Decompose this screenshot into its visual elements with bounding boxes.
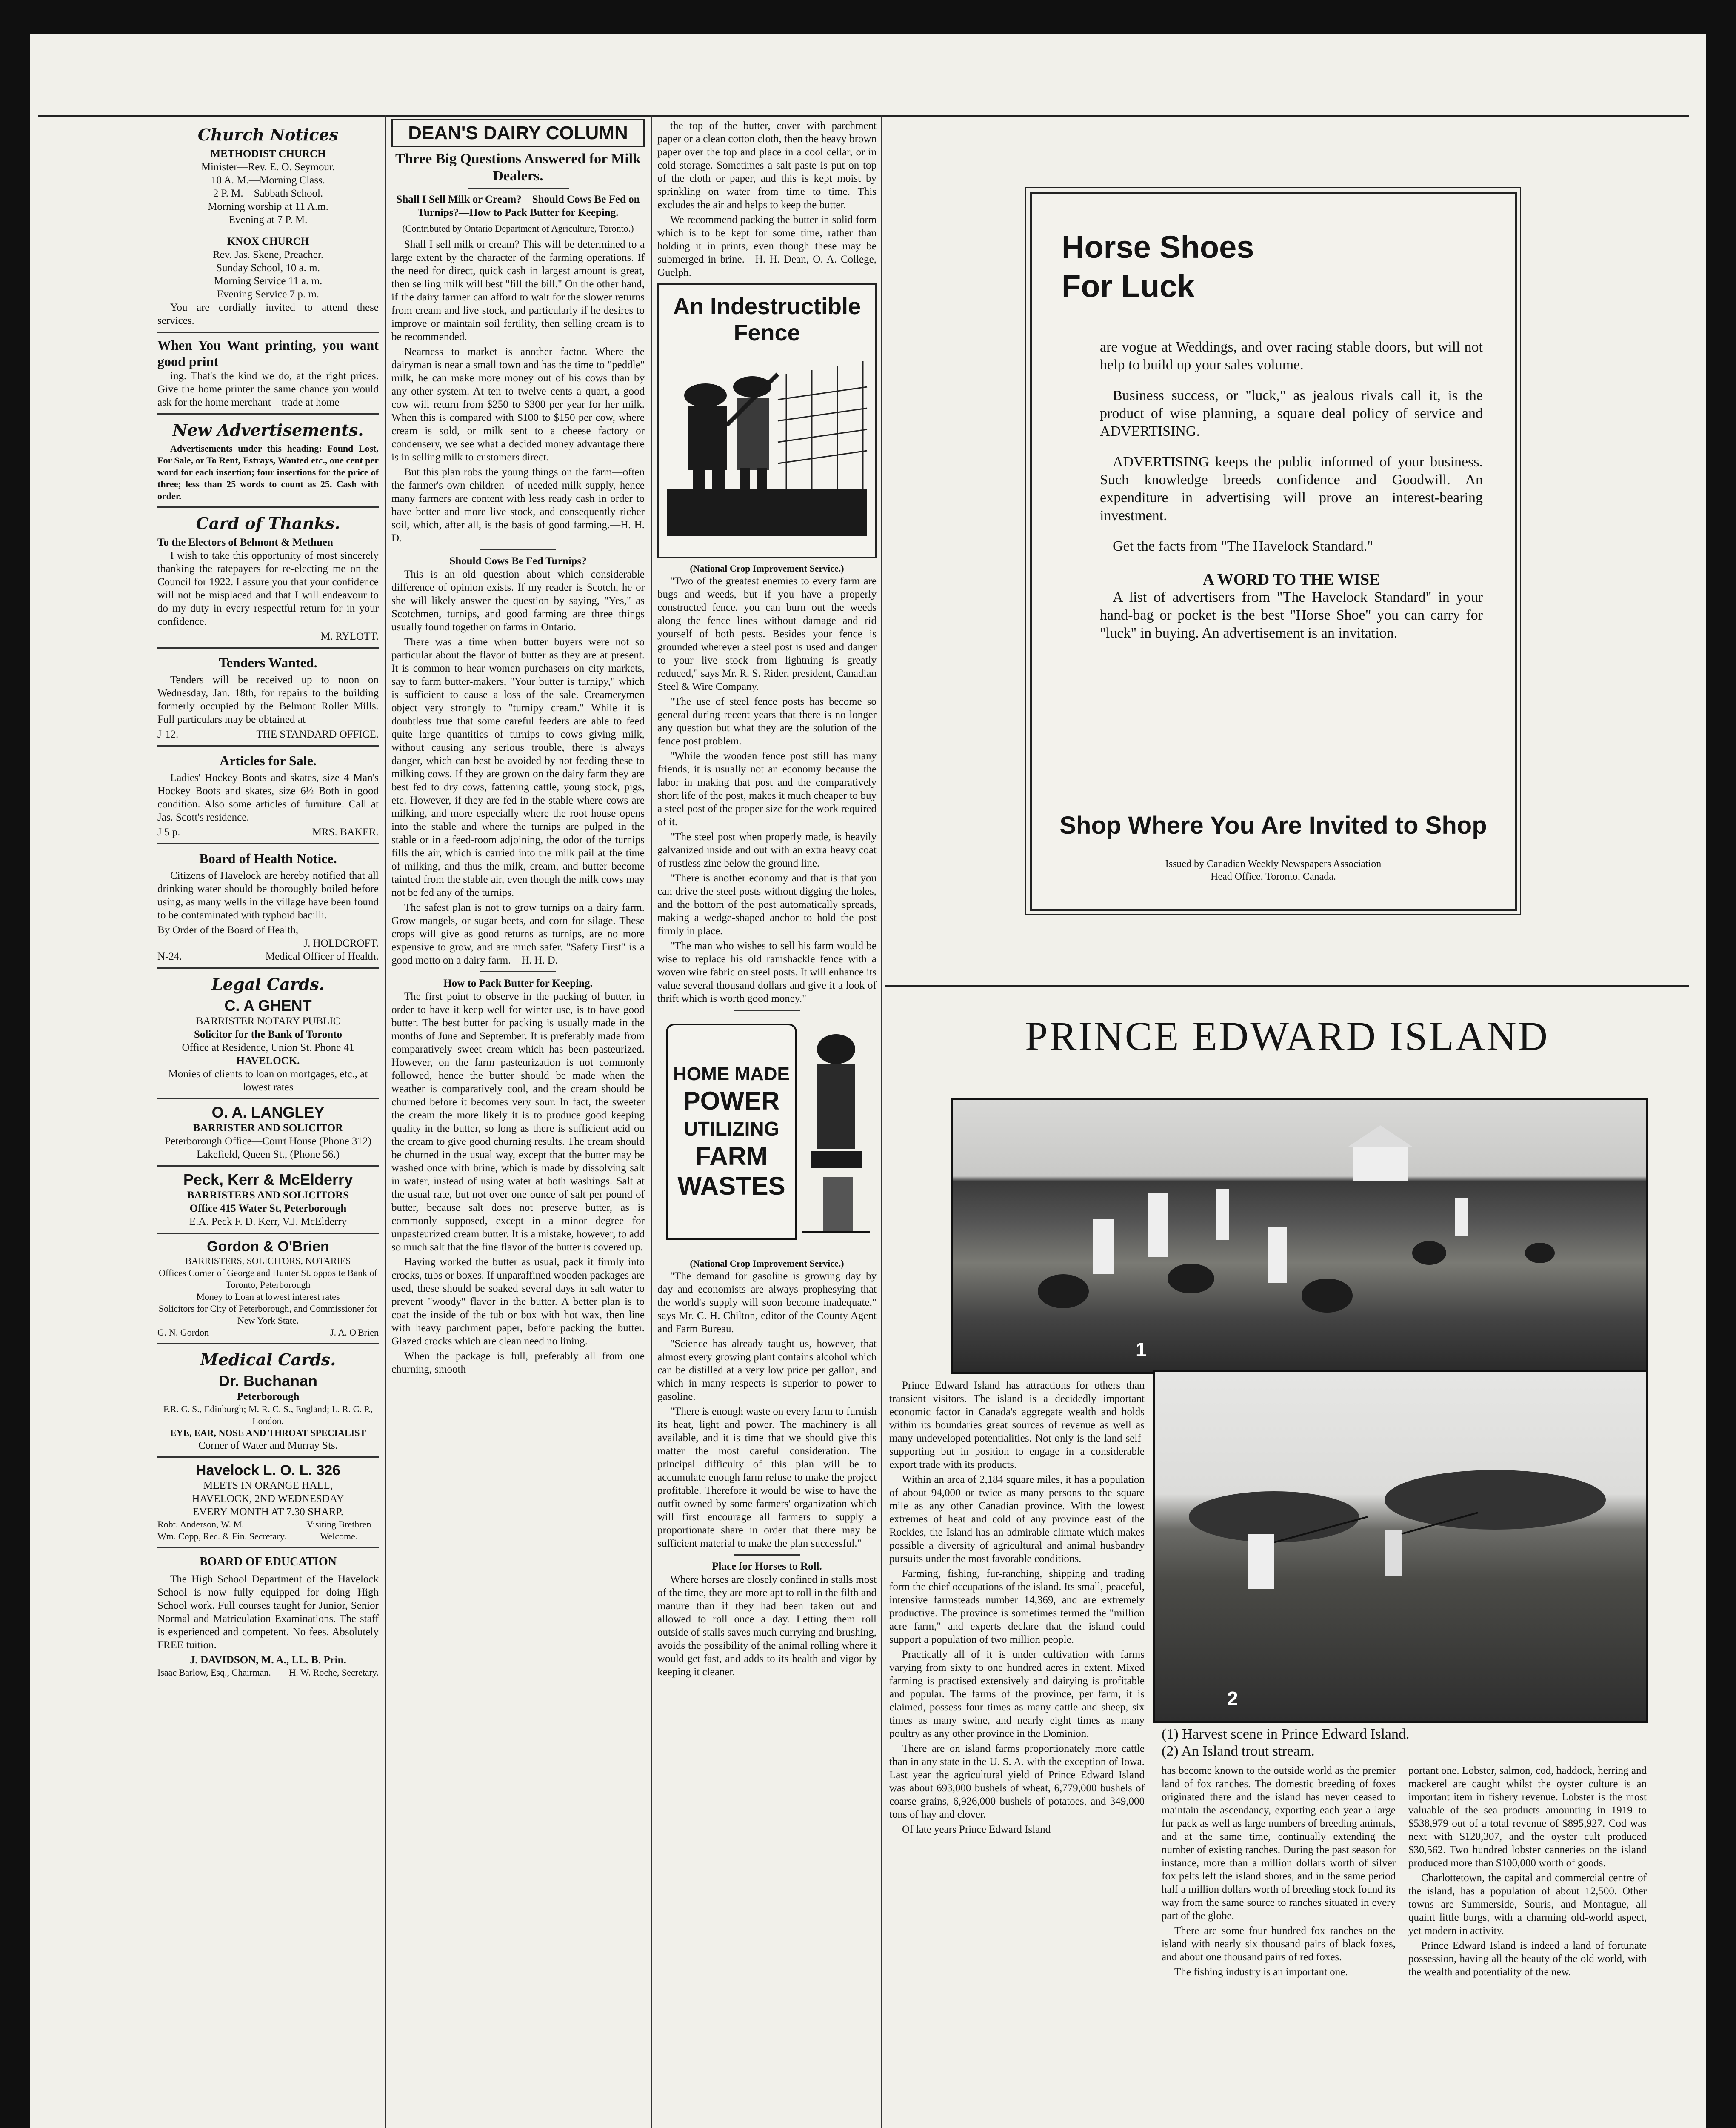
- education-body: The High School Department of the Havelock School is now fully equipped for doing High School work. Full courses taught for Junior, Senior Normal and Matriculation Examinations. The staff is experienced and competent. No fees. Absolutely FREE tuition.: [157, 1573, 379, 1651]
- ghent-card: C. A GHENT BARRISTER NOTARY PUBLIC Solicitor for the Bank of Toronto Office at Residence, Union St. Phone 41 HAVELOCK. Monies of clients to loan on mortgages, etc., at lowest rates: [168, 997, 368, 1093]
- trout-stream-photo: [1153, 1370, 1648, 1723]
- word-to-wise: A WORD TO THE WISE: [1202, 571, 1380, 589]
- horse-shoes-ad: Horse Shoes For Luck are vogue at Weddings, and over racing stable doors, but will not help to build up your sales volume. Business success, or "luck," as jealous rivals call it, is the product of wise planning, a square deal policy of service and ADVERTISING. ADVERTISING keeps the public informed of your business. Such knowledge breeds confidence and Goodwill. An expenditure in advertising will prove an interest-bearing investment. Get the facts from "The Havelock Standard." A WORD TO THE WISE A list of advertisers from "The Havelock Standard" in your hand-bag or pocket is the best "Horse Shoe" you can carry for "luck" in buying. An advertisement is an invitation. Shop Where You Are Invited to Shop Issued by Canadian Weekly Newspapers Association Head Office, Toronto, Canada.: [1030, 192, 1517, 911]
- methodist-church: METHODIST CHURCH Minister—Rev. E. O. Seymour. 10 A. M.—Morning Class. 2 P. M.—Sabbath School. Morning worship at 11 A.m. Evening at 7 P. M.: [201, 148, 335, 226]
- card-of-thanks-heading: Card of Thanks.: [196, 514, 340, 533]
- dean-subtitle: Three Big Questions Answered for Milk Dealers.: [395, 151, 641, 184]
- tenders-body: Tenders will be received up to noon on Wednesday, Jan. 18th, for repairs to the building formerly occupied by the Belmont Roller Mills. Full particulars may be obtained at: [157, 674, 379, 725]
- articles-footer: J 5 p. MRS. BAKER.: [157, 827, 379, 838]
- section-rule: [885, 985, 1689, 987]
- power-wastes-illustration: HOME MADE POWER UTILIZING FARM WASTES: [657, 1015, 877, 1253]
- church-invite: You are cordially invited to attend these services.: [157, 302, 379, 326]
- ad-office: Head Office, Toronto, Canada.: [1211, 871, 1336, 882]
- dean-deck: Shall I Sell Milk or Cream?—Should Cows Be Fed on Turnips?—How to Pack Butter for Keeping.: [396, 194, 640, 218]
- column-rule: [385, 115, 386, 2128]
- farmer-drawing: [798, 1024, 874, 1245]
- photo-captions: (1) Harvest scene in Prince Edward Island. (2) An Island trout stream.: [1162, 1726, 1410, 1759]
- newspaper-page: [30, 34, 1706, 2128]
- when-you-want-body: ing. That's the kind we do, at the right prices. Give the home printer the same chance you would ask for the home merchant—trade at home: [157, 370, 379, 408]
- card-of-thanks-to: To the Electors of Belmont & Methuen: [157, 537, 333, 548]
- pack-butter-heading: How to Pack Butter for Keeping.: [443, 978, 593, 989]
- lol-card: Havelock L. O. L. 326 MEETS IN ORANGE HALL, HAVELOCK, 2ND WEDNESDAY EVERY MONTH AT 7.30 SHARP. Robt. Anderson, W. M. Wm. Copp, Rec. & Fin. Secretary. Visiting Brethren Welcome.: [157, 1462, 371, 1542]
- health-footer: N-24. Medical Officer of Health.: [157, 951, 379, 962]
- turnips-heading: Should Cows Be Fed Turnips?: [449, 555, 587, 567]
- tenders-heading: Tenders Wanted.: [219, 655, 317, 670]
- health-heading: Board of Health Notice.: [199, 851, 337, 866]
- pei-column-2: has become known to the outside world as the premier land of fox ranches. The domestic breeding of foxes originated there and the island has never ceased to maintain the ascendancy, exporting each year a large fur pack as well as large numbers of breeding animals, and at the same time, continually extending the number of existing ranches. During the past season for instance, more than a million dollars worth of silver fox pelts left the island shores, and in the same period half a million dollars worth of breeding stock found its way from the same source to ranches situated in every part of the globe. There are some four hundred fox ranches on the island with nearly six thousand pairs of black foxes, and about one thousand pairs of red foxes. The fishing industry is an important one.: [1162, 1765, 1396, 1978]
- pei-column-1: Prince Edward Island has attractions for others than transient visitors. The island is a decidedly important economic factor in Canada's aggregate wealth and holds within its boundaries great sources of revenue as well as many undeveloped potentialities. Not only is the land self-supporting but in position to engage in a considerable export trade with its products. Within an area of 2,184 square miles, it has a population of about 94,000 or twice as many persons to the square mile as any other Canadian province. With the lowest extremes of heat and cold of any province east of the Rockies, the Island has an admirable climate which makes possible a diversity of agricultural and animal husbandry pursuits under the most favorable conditions. Farming, fishing, fur-ranching, shipping and trading form the chief occupations of the island. Its small, peaceful, intensive farmsteads number 14,369, and are extremely productive. The province is sometimes termed the "million acre farm," and experts declare that the island could support a population of two million people. Practically all of it is under cultivation with farms varying from sixty to one hundred acres in extent. Mixed farming is practised extensively and dairying is profitable and popular. The farms of the province, per farm, it is claimed, possess four times as many cattle and sheep, six times as many swine, and nearly eight times as many poultry as any other province in the Dominion. There are on island farms proportionately more cattle than in any state in the U. S. A. with the exception of Iowa. Last year the agricultural yield of Prince Edward Island was about 693,000 bushels of wheat, 6,779,000 bushels of coarse grains, 6,926,000 bushels of potatoes, and 349,000 tons of hay and clover. Of late years Prince Edward Island: [889, 1380, 1145, 1835]
- langley-card: O. A. LANGLEY BARRISTER AND SOLICITOR Peterborough Office—Court House (Phone 312) Lakefield, Queen St., (Phone 56.): [165, 1104, 371, 1160]
- articles-body: Ladies' Hockey Boots and skates, size 4 Man's Hockey Boots and skates, size 6½ Both in good condition. Also some articles of furniture. Call at Jas. Scott's residence.: [157, 772, 379, 823]
- left-column: [157, 119, 379, 2128]
- fence-column: the top of the butter, cover with parchment paper or a clean cotton cloth, then the heavy brown paper over the top and place in a cool cellar, or in cold storage. Sometimes a salt paste is put on top of the cloth or paper, and this is kept moist by sprinkling on water from time to time. This excludes the air and helps to keep the butter. We recommend packing the butter in solid form which is to be kept for some time, rather than holding it in prints, even though these may be submerged in brine.—H. H. Dean, O. A. College, Guelph. An Indestructible Fence (National Crop Improvement Service.) "Two of the greatest enemies to every farm are bugs and weeds, but if you have a properly constructed fence, you can burn out the weeds along the fence lines without damage and rid yourself of both pests. Besides your fence is grounded wherever a steel post is used and danger to your live stock from lightning is greatly reduced," says Mr. R. S. Rider, president, Canadian Steel & Wire Company. "The use of steel fence posts has become so general during recent years that there is no longer any question but what they are the solution of the fence post problem. "While the wooden fence post still has many friends, it is usually not an economy because the labor in making that post and the comparatively short life of the post, makes it much cheaper to buy a steel post of the proper size for the work required of it. "The steel post when properly made, is heavily galvanized inside and out with an extra heavy coat of rustless zinc below the ground line. "There is another economy and that is that you can drive the steel posts without digging the holes, and the bottom of the post automatically spreads, making a wedge-shaped anchor to hold the post firmly in place. "The man who wishes to sell his farm would be wise to replace his old ramshackle fence with a woven wire fabric on steel posts. It will enhance its value several thousand dollars and give it a look of thrift which is worth good money." HOME MADE POWER UTILIZING FARM WASTES (National Crop Improvement Service.) "The demand for gasoline is growing day by day and economists are always prophesying that the world's supply will soon become inadequate," says Mr. C. H. Chilton, editor of the County Agent and Farm Bureau. "Science has already taught us, however, that almost every growing plant contains alcohol which can be distilled at a very low price per gallon, and which in many respects is superior to power to gasoline. "There is enough waste on every farm to furnish its heat, light and power. The machinery is all available, and it is time that we should give this matter the most careful consideration. The principal difficulty of this plan will be to accumulate enough farm refuse to make the project profitable. Therefore it would be wise to have the outfit owned by some farmers' organization which will first encourage all farmers to supply a proportionate share in order that there may be sufficient material to make the plan successful." Place for Horses to Roll. Where horses are closely confined in stalls most of the time, they are more apt to roll in the filth and manure than if they had been taken out and allowed to roll once a day. Letting them roll outside of stalls saves much currying and brushing, avoids the possibility of the animal rolling where it would get fast, and adds to its health and vigor by keeping it cleaner.: [657, 120, 877, 1678]
- harvest-photo: [951, 1098, 1648, 1374]
- ad-issuer: Issued by Canadian Weekly Newspapers Association: [1165, 858, 1382, 870]
- fence-credit: (National Crop Improvement Service.): [690, 563, 844, 574]
- buchanan-card: Dr. Buchanan Peterborough F.R. C. S., Edinburgh; M. R. C. S., England; L. R. C. P., London. EYE, EAR, NOSE AND THROAT SPECIALIST Corner of Water and Murray Sts.: [163, 1372, 373, 1451]
- horses-roll-heading: Place for Horses to Roll.: [712, 1561, 822, 1572]
- top-rule: [38, 115, 1689, 117]
- peck-card: Peck, Kerr & McElderry BARRISTERS AND SOLICITORS Office 415 Water St, Peterborough E.A. Peck F. D. Kerr, V.J. McElderry: [183, 1171, 353, 1227]
- health-name: J. HOLDCROFT.: [303, 938, 379, 949]
- horse-shoes-title: Horse Shoes: [1062, 229, 1254, 265]
- articles-heading: Articles for Sale.: [220, 753, 317, 768]
- when-you-want-heading: When You Want printing, you want good print: [157, 338, 379, 369]
- card-of-thanks-signed: M. RYLOTT.: [320, 631, 379, 642]
- new-ads-heading: New Advertisements.: [172, 420, 364, 440]
- photo-number-1: 1: [1136, 1339, 1147, 1361]
- new-ads-body: Advertisements under this heading: Found Lost, For Sale, or To Rent, Estrays, Wanted etc., one cent per word for each insertion; four insertions for the price of three; less than 25 words to count as 25. Cash with order.: [157, 443, 379, 501]
- legal-cards-heading: Legal Cards.: [211, 975, 325, 994]
- dairy-column: DEAN'S DAIRY COLUMN Three Big Questions Answered for Milk Dealers. Shall I Sell Milk or Cream?—Should Cows Be Fed on Turnips?—How to Pack Butter for Keeping. (Contributed by Ontario Department of Agriculture, Toronto.) Shall I sell milk or cream? This will be determined to a large extent by the character of the farming operations. If the need for direct, quick cash in largest amount is great, then selling milk will best "fill the bill." On the other hand, if the dairy farmer can afford to wait for the slower returns from cream and live stock, and particularly if he desires to improve or maintain soil fertility, then selling cream is to be recommended. Nearness to market is another factor. Where the dairyman is near a small town and has the time to "peddle" milk, he can make more money out of his cows than by any other system. At ten to twelve cents a quart, a good cow will return from $250 to $300 per year for her milk. When this is compared with $100 to $150 per cow, where cream is sold, or milk sent to a cheese factory or condensery, we see what a decided money advantage there is in selling milk to customers direct. But this plan robs the young things on the farm—often the farmer's own children—of needed milk supply, hence many farmers are content with less ready cash in order to have better and more live stock, and consequently richer soil, which, after all, is the basis of good farming.—H. H. D. Should Cows Be Fed Turnips? This is an old question about which considerable difference of opinion exists. If my reader is Scotch, he or she will likely answer the question by saying, "Yes," as Scotchmen, turnips, and good farming are three things usually found together on farms in Ontario. There was a time when butter buyers were not so particular about the flavor of butter as they are at present. It is common to hear women purchasers on city markets, say to farm butter-makers, "Your butter is turnipy," which is sufficient to cause a loss of the sale. Creamerymen object very strongly to "turnipy cream." While it is doubtless true that some careful feeders are able to feed quite large quantities of turnips to cows giving milk, without causing any serious trouble, there is always danger, which can best be avoided by not feeding these to milking cows. If they are grown on the dairy farm they are best fed to dry cows, fattening cattle, young stock, pigs, etc. However, if they are fed in the stable where cows are milking, and more especially where the root house opens into the stable and where the turnips are pulped in the stable or in a feed-room adjoining, the odor of the turnips fills the air, which is carried into the milk pail at the time of milking, and thus the milk, cream, and butter become tainted from the stable air, even though the milk cows may not be fed any of the turnips. The safest plan is not to grow turnips on a dairy farm. Grow mangels, or sugar beets, and corn for silage. These crops will give as good returns as turnips, are no more expensive to grow, and are much safer. "Safety First" is a good motto on a dairy farm.—H. H. D. How to Pack Butter for Keeping. The first point to observe in the packing of butter, in order to have it keep well for winter use, is to have good butter. The best butter for packing is usually made in the months of June and September. It is preferably made from comparatively sweet cream which has been pasteurized. However, on the farm pasteurization is not commonly followed, hence the butter should be made when the weather is comparatively cool, and the cream should be churned before it becomes very sour. In fact, the sweeter the cream the more likely it is to produce good keeping quality in the butter, so long as there is sufficient acid on the cream to give good churning results. The cream should be churned in the usual way, except that the butter may be washed once with brine, which is made by dissolving salt in water, instead of using water at both washings. Salt at the usual rate, but not over one ounce of salt per pound of butter, because salt does not preserve butter, as is commonly supposed, except in a minor degree for unpasteurized cream butter. It is a mistake, however, to add so much salt that the fine flavor of the butter is covered up. Having worked the butter as usual, pack it firmly into crocks, tubs or boxes. If unparaffined wooden packages are used, these should be soaked several days in salt water to prevent "woody" flavor in the butter. A better plan is to coat the inside of the tub or box with hot wax, then line with heavy parchment paper, before packing the butter. Glazed crocks which are clean need no lining. When the package is full, preferably all from one churning, smooth: [391, 119, 645, 2128]
- dean-credit: (Contributed by Ontario Department of Agriculture, Toronto.): [402, 223, 634, 234]
- photo-number-2: 2: [1227, 1688, 1238, 1710]
- wastes-credit: (National Crop Improvement Service.): [690, 1258, 844, 1269]
- knox-church: KNOX CHURCH Rev. Jas. Skene, Preacher. Sunday School, 10 a. m. Morning Service 11 a. m. Evening Service 7 p. m.: [212, 236, 324, 300]
- education-heading: BOARD OF EDUCATION: [199, 1555, 337, 1568]
- fence-title: An Indestructible Fence: [673, 294, 861, 346]
- medical-cards-heading: Medical Cards.: [200, 1350, 336, 1369]
- column-rule: [881, 115, 882, 2128]
- health-order: By Order of the Board of Health,: [157, 924, 299, 936]
- for-luck-title: For Luck: [1062, 269, 1195, 304]
- church-notices-heading: Church Notices: [197, 125, 339, 144]
- health-body: Citizens of Havelock are hereby notified that all drinking water should be thoroughly boiled before using, as many wells in the village have been found to be contaminated with typhoid bacilli.: [157, 870, 379, 921]
- dean-title: DEAN'S DAIRY COLUMN: [408, 123, 628, 143]
- gordon-card: Gordon & O'Brien BARRISTERS, SOLICITORS, NOTARIES Offices Corner of George and Hunter St. opposite Bank of Toronto, Peterborough Money to Loan at lowest interest rates Solicitors for City of Peterborough, and Commissioner for New York State. G. N. Gordon J. A. O'Brien: [157, 1238, 379, 1338]
- pei-title: PRINCE EDWARD ISLAND: [1025, 1013, 1549, 1059]
- pei-column-3: portant one. Lobster, salmon, cod, haddock, herring and mackerel are caught whilst the oyster culture is an important item in fishery revenue. Lobster is the most valuable of the sea products amounting in 1919 to $538,979 out of a total revenue of $895,927. Cod was next with $120,307, and the oyster cult produced $30,562. Two hundred lobster canneries on the island produced more than $100,000 worth of goods. Charlottetown, the capital and commercial centre of the island, has a population of about 12,500. Other towns are Summerside, Souris, and Montague, all quaint little burgs, with a charming old-world aspect, yet modern in activity. Prince Edward Island is indeed a land of fortunate possession, having all the beauty of the old world, with the wealth and potentiality of the new.: [1408, 1765, 1647, 1978]
- education-principal: J. DAVIDSON, M. A., LL. B. Prin.: [190, 1654, 346, 1666]
- card-of-thanks-body: I wish to take this opportunity of most sincerely thanking the ratepayers for re-electing me on the Council for 1922. I assure you that your confidence will not be misplaced and that I will endeavour to do my duty in every respectful return for in your confidence.: [157, 550, 379, 627]
- column-rule: [651, 115, 652, 2128]
- tenders-footer: J-12. THE STANDARD OFFICE.: [157, 729, 379, 740]
- shop-slogan: Shop Where You Are Invited to Shop: [1059, 812, 1487, 839]
- education-footer: Isaac Barlow, Esq., Chairman. H. W. Roche, Secretary.: [157, 1667, 379, 1678]
- butter-continued: the top of the butter, cover with parchment paper or a clean cotton cloth, then the heavy brown paper over the top and place in a cool cellar, or in cold storage. Sometimes a salt paste is put on top of the cloth or paper, and this is kept moist by sprinkling on water from time to time. This excludes the air and helps to keep the butter.: [657, 120, 877, 211]
- fence-illustration: [657, 283, 877, 558]
- farmers-fence-drawing: [659, 349, 875, 553]
